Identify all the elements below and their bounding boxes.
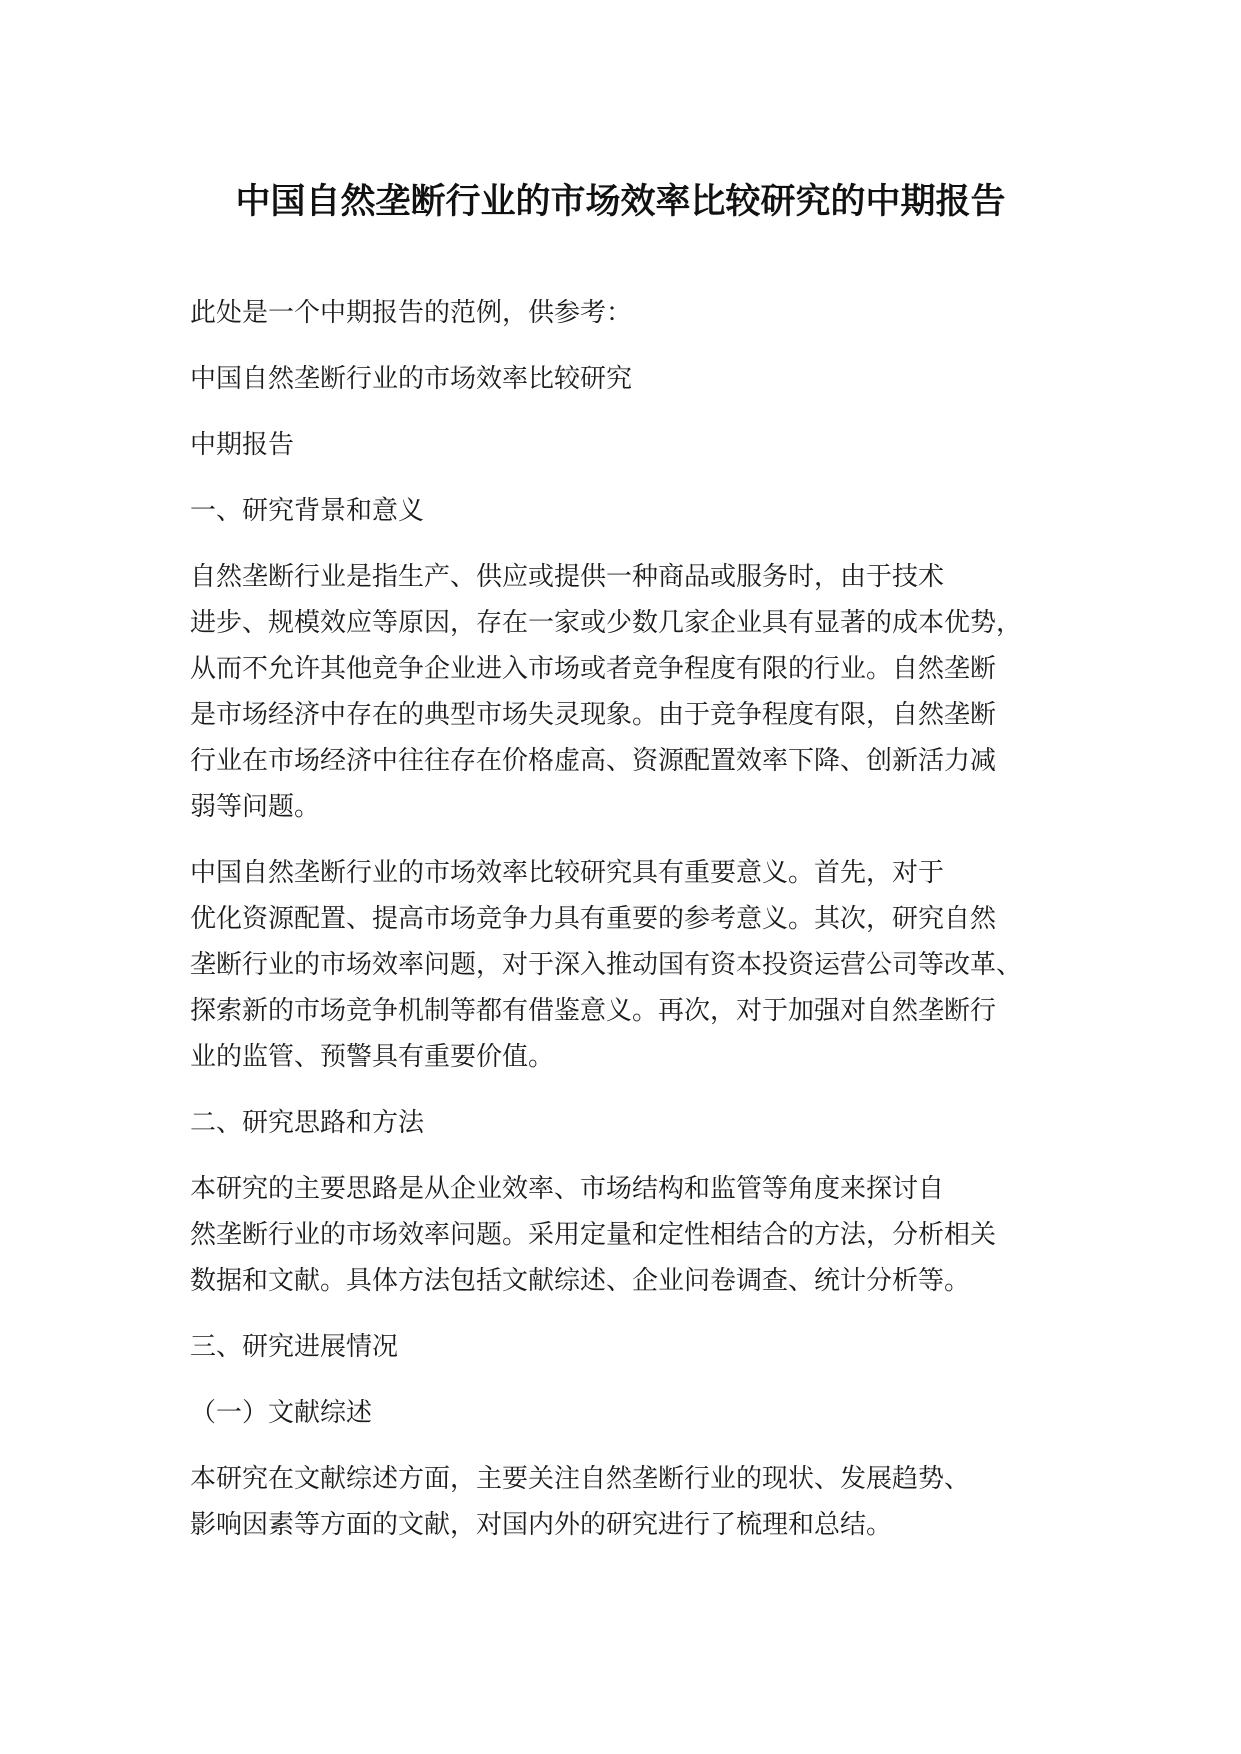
text-line: （一）文献综述 xyxy=(190,1398,373,1428)
text-line: 三、研究进展情况 xyxy=(190,1332,399,1362)
text-line: 自然垄断行业是指生产、供应或提供一种商品或服务时，由于技术 xyxy=(190,562,945,592)
text-line: 垄断行业的市场效率问题，对于深入推动国有资本投资运营公司等改革、 xyxy=(190,950,1023,980)
body-paragraph xyxy=(190,1166,1070,1304)
text-line: 是市场经济中存在的典型市场失灵现象。由于竞争程度有限，自然垄断 xyxy=(190,700,997,730)
text-line: 优化资源配置、提高市场竞争力具有重要的参考意义。其次，研究自然 xyxy=(190,904,997,934)
document-title: 中国自然垄断行业的市场效率比较研究的中期报告 xyxy=(235,182,1006,222)
text-line: 弱等问题。 xyxy=(190,792,321,822)
text-line: 本研究的主要思路是从企业效率、市场结构和监管等角度来探讨自 xyxy=(190,1174,945,1204)
subsection-heading xyxy=(190,1390,1070,1436)
text-line: 进步、规模效应等原因，存在一家或少数几家企业具有显著的成本优势， xyxy=(190,608,1023,638)
report-type xyxy=(190,422,1070,468)
text-line: 本研究在文献综述方面，主要关注自然垄断行业的现状、发展趋势、 xyxy=(190,1464,971,1494)
report-subject xyxy=(190,356,1070,402)
text-line: 业的监管、预警具有重要价值。 xyxy=(190,1042,555,1072)
body-paragraph xyxy=(190,554,1070,830)
text-line: 中国自然垄断行业的市场效率比较研究具有重要意义。首先，对于 xyxy=(190,858,945,888)
section-heading-2 xyxy=(190,1100,1070,1146)
text-line: 然垄断行业的市场效率问题。采用定量和定性相结合的方法，分析相关 xyxy=(190,1220,997,1250)
body-paragraph xyxy=(190,850,1070,1080)
text-line: 行业在市场经济中往往存在价格虚高、资源配置效率下降、创新活力减 xyxy=(190,746,997,776)
text-line: 数据和文献。具体方法包括文献综述、企业问卷调查、统计分析等。 xyxy=(190,1266,971,1296)
section-heading-3 xyxy=(190,1324,1070,1370)
document-body xyxy=(190,290,1070,1568)
intro-note xyxy=(190,290,1070,336)
text-line: 此处是一个中期报告的范例，供参考： xyxy=(190,298,633,328)
text-line: 探索新的市场竞争机制等都有借鉴意义。再次，对于加强对自然垄断行 xyxy=(190,996,997,1026)
body-paragraph xyxy=(190,1456,1070,1548)
text-line: 二、研究思路和方法 xyxy=(190,1108,425,1138)
text-line: 从而不允许其他竞争企业进入市场或者竞争程度有限的行业。自然垄断 xyxy=(190,654,997,684)
text-line: 中国自然垄断行业的市场效率比较研究 xyxy=(190,364,633,394)
text-line: 中期报告 xyxy=(190,430,295,460)
text-line: 影响因素等方面的文献，对国内外的研究进行了梳理和总结。 xyxy=(190,1510,893,1540)
section-heading-1 xyxy=(190,488,1070,534)
text-line: 一、研究背景和意义 xyxy=(190,496,425,526)
